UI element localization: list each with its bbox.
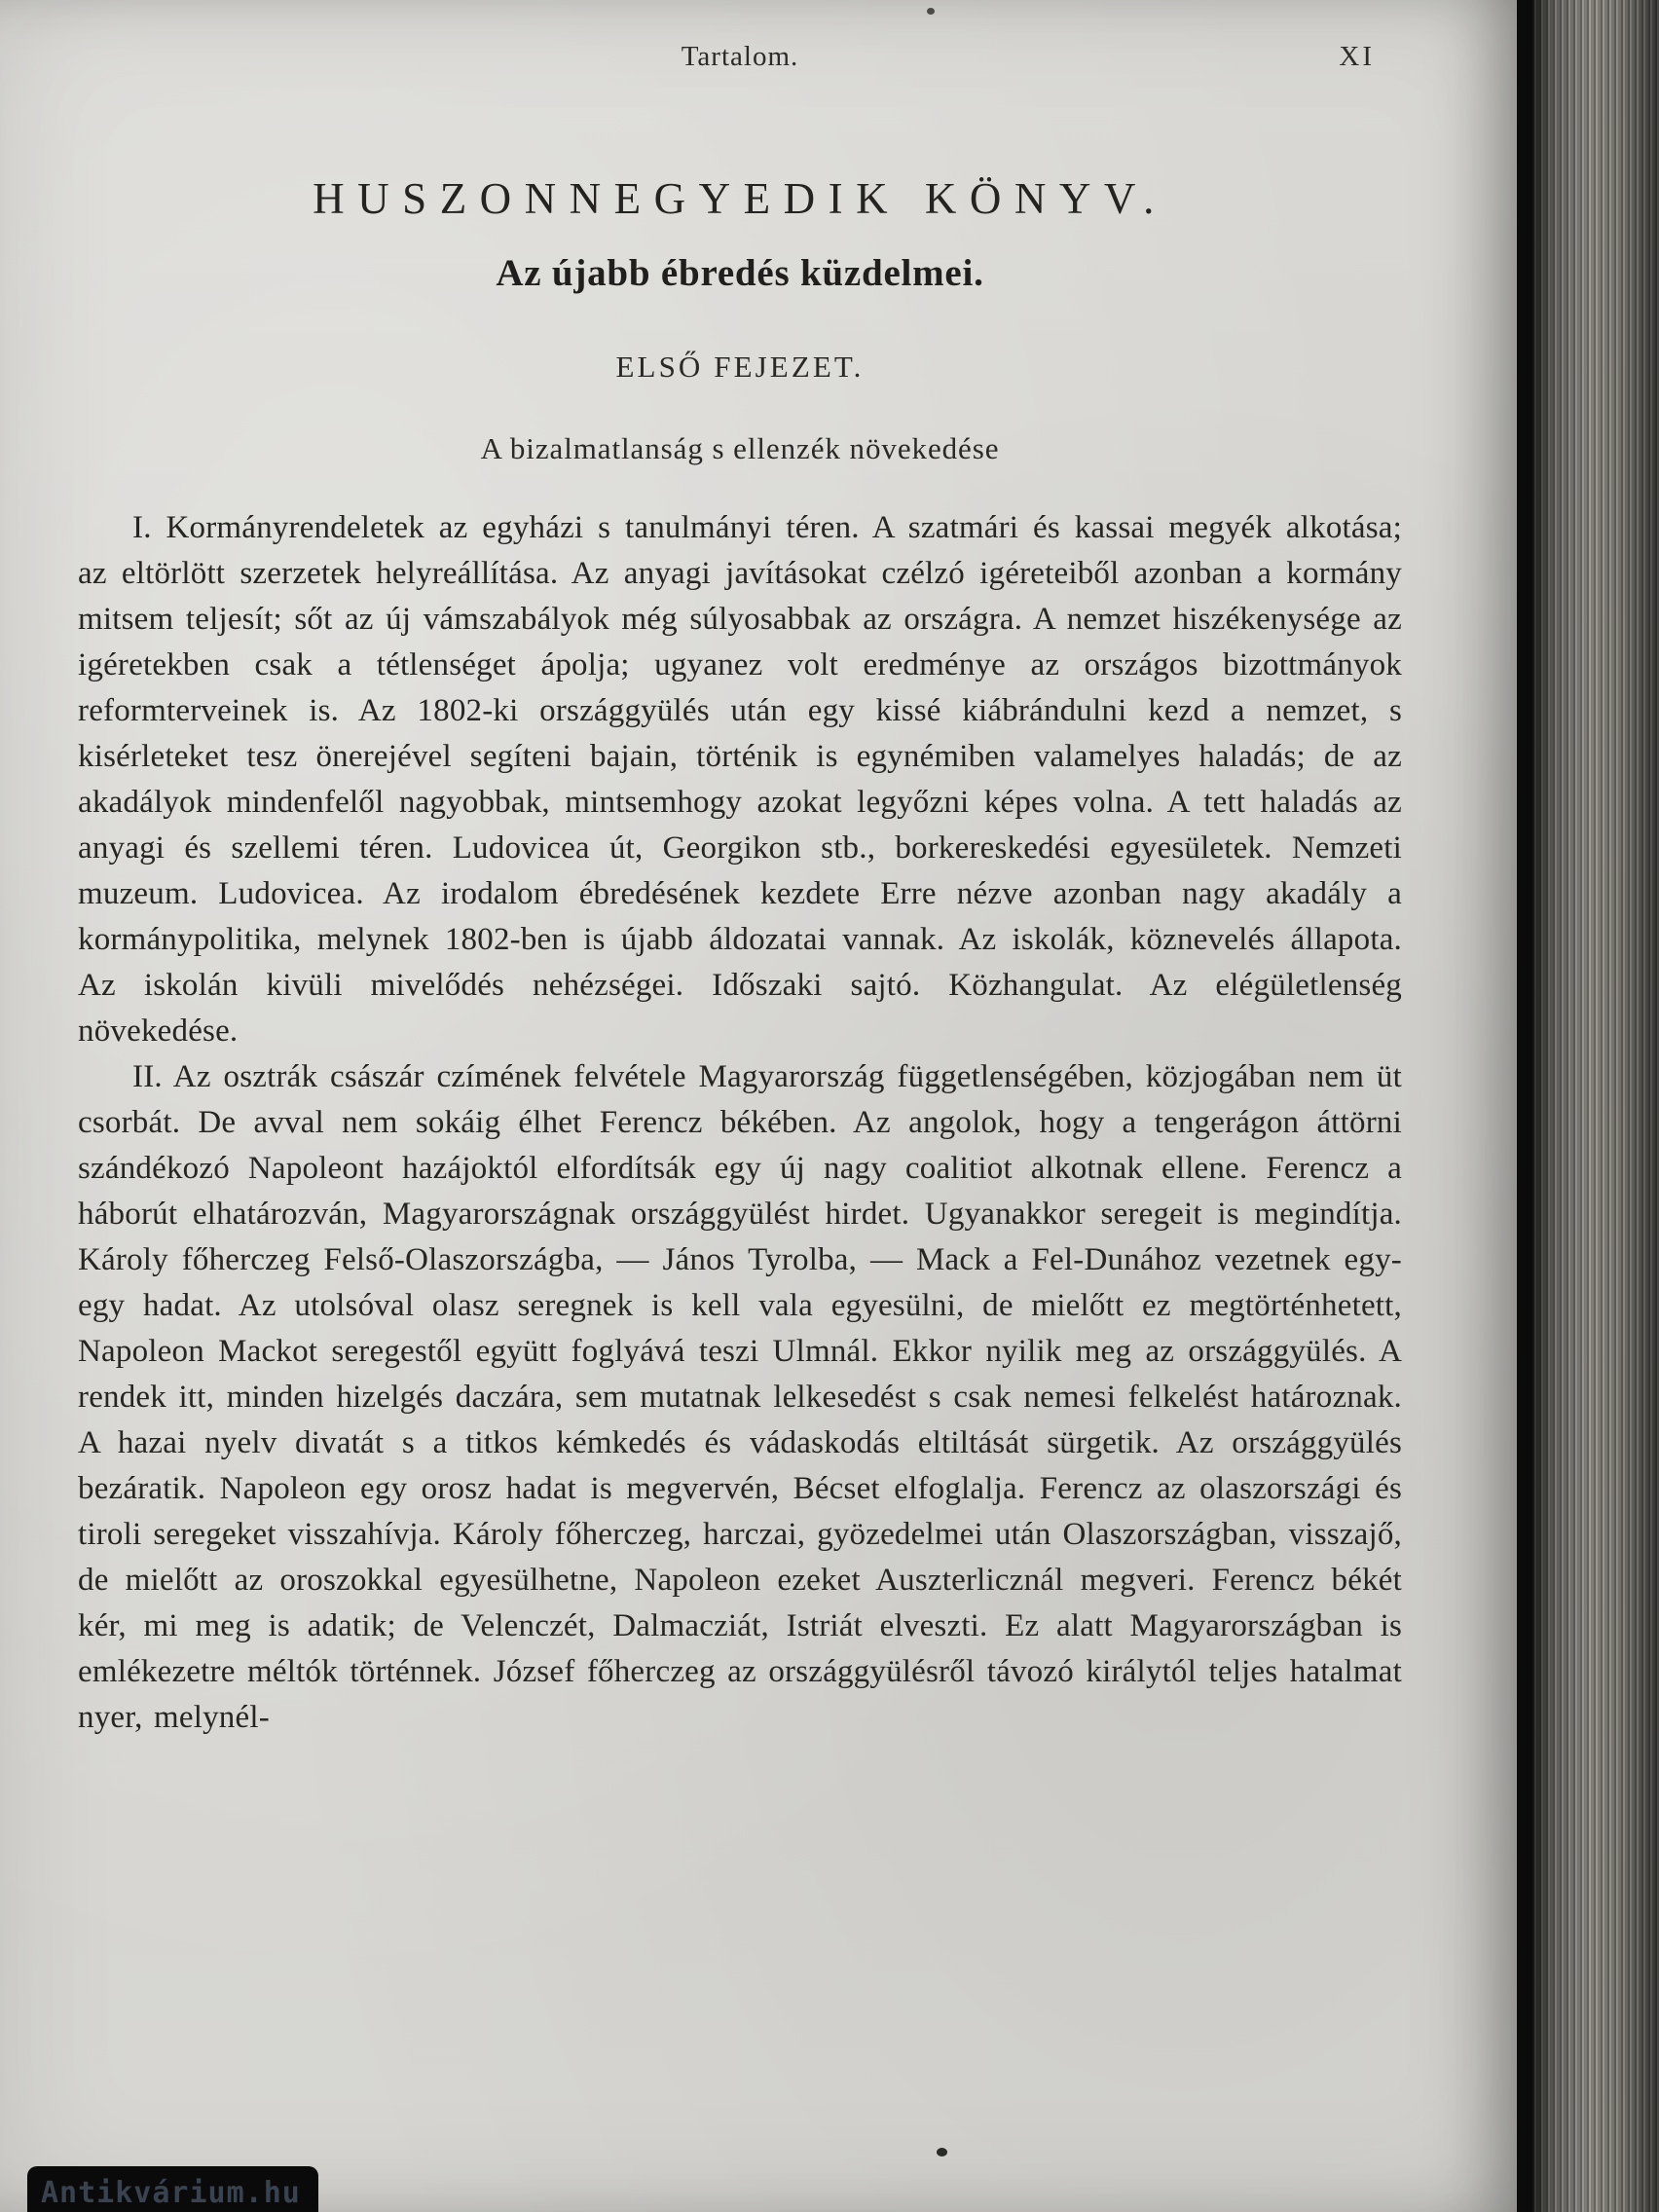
scan-speck — [937, 2148, 947, 2157]
book-title: HUSZONNEGYEDIK KÖNYV. — [313, 174, 1167, 223]
page-number: XI — [1339, 41, 1375, 72]
watermark: Antikvárium.hu — [27, 2166, 318, 2212]
paragraph-2: II. Az osztrák császár czímének felvétele Magyarország függetlenségében, közjogában nem üt csorbát. De avval nem sokáig élhet Ferencz békében. Az angolok, hogy a tengerágon áttörni szándékozó Napoleont hazájoktól elfordítsák egy új nagy coalitiot alkotnak ellene. Ferencz a háborút elhatározván, Magyarországnak országgyülést hirdet. Ugyanakkor seregeit is megindítja. Károly főherczeg Felső-Olaszországba, — János Tyrolba, — Mack a Fel-Dunához vezetnek egy-egy hadat. Az utolsóval olasz seregnek is kell vala egyesülni, de mielőtt ez megtörténhetett, Napoleon Mackot seregestől együtt foglyává teszi Ulmnál. Ekkor nyilik meg az országgyülés. A rendek itt, minden hizelgés daczára, sem mutatnak lelkesedést s csak nemesi felkelést határoznak. A hazai nyelv divatát s a titkos kémkedés és vádaskodás eltiltását sürgetik. Az országgyülés bezáratik. Napoleon egy orosz hadat is megvervén, Bécset elfoglalja. Ferencz az olaszországi és tiroli seregeket visszahívja. Károly főherczeg, harczai, gyözedelmei után Olaszországban, visszajő, de mielőtt az oroszokkal egyesülhetne, Napoleon ezeket Auszterlicznál megveri. Ferencz békét kér, mi meg is adatik; de Velenczét, Dalmacziát, Istriát elveszti. Ez alatt Magyarországban is emlékezetre méltók történnek. József főherczeg az országgyülésről távozó királytól teljes hatalmat nyer, melynél- — [78, 1059, 1402, 1735]
running-title: Tartalom. — [681, 41, 799, 72]
chapter-subheading: A bizalmatlanság s ellenzék növekedése — [480, 431, 1000, 465]
chapter-heading: ELSŐ FEJEZET. — [615, 350, 865, 384]
running-head — [78, 41, 1402, 80]
page-gutter-shadow — [1517, 0, 1532, 2212]
book-fore-edge — [1532, 0, 1659, 2212]
book-subtitle: Az újabb ébredés küzdelmei. — [496, 252, 984, 294]
paragraph-1: I. Kormányrendeletek az egyházi s tanulmányi téren. A szatmári és kassai megyék alkotása; az eltörlött szerzetek helyreállítása. Az anyagi javításokat czélzó igéreteiből azonban a kormány mitsem teljesít; sőt az új vámszabályok még súlyosabbak az országra. A nemzet hiszékenysége az igéretekben csak a tétlenséget ápolja; ugyanez volt eredménye az országos bizottmányok reformterveinek is. Az 1802-ki országgyülés után egy kissé kiábrándulni kezd a nemzet, s kisérleteket tesz önerejével segíteni bajain, történik is egynémiben valamelyes haladás; de az akadályok mindenfelől nagyobbak, mintsemhogy azokat legyőzni képes volna. A tett haladás az anyagi és szellemi téren. Ludovicea út, Georgikon stb., borkereskedési egyesületek. Nemzeti muzeum. Ludovicea. Az irodalom ébredésének kezdete Erre nézve azonban nagy akadály a kormánypolitika, melynek 1802-ben is újabb áldozatai vannak. Az iskolák, köznevelés állapota. Az iskolán kivüli mivelődés nehézségei. Időszaki sajtó. Közhangulat. Az elégületlenség növekedése. — [78, 510, 1402, 1049]
body-text — [78, 505, 1402, 1741]
scan-speck — [927, 8, 935, 15]
